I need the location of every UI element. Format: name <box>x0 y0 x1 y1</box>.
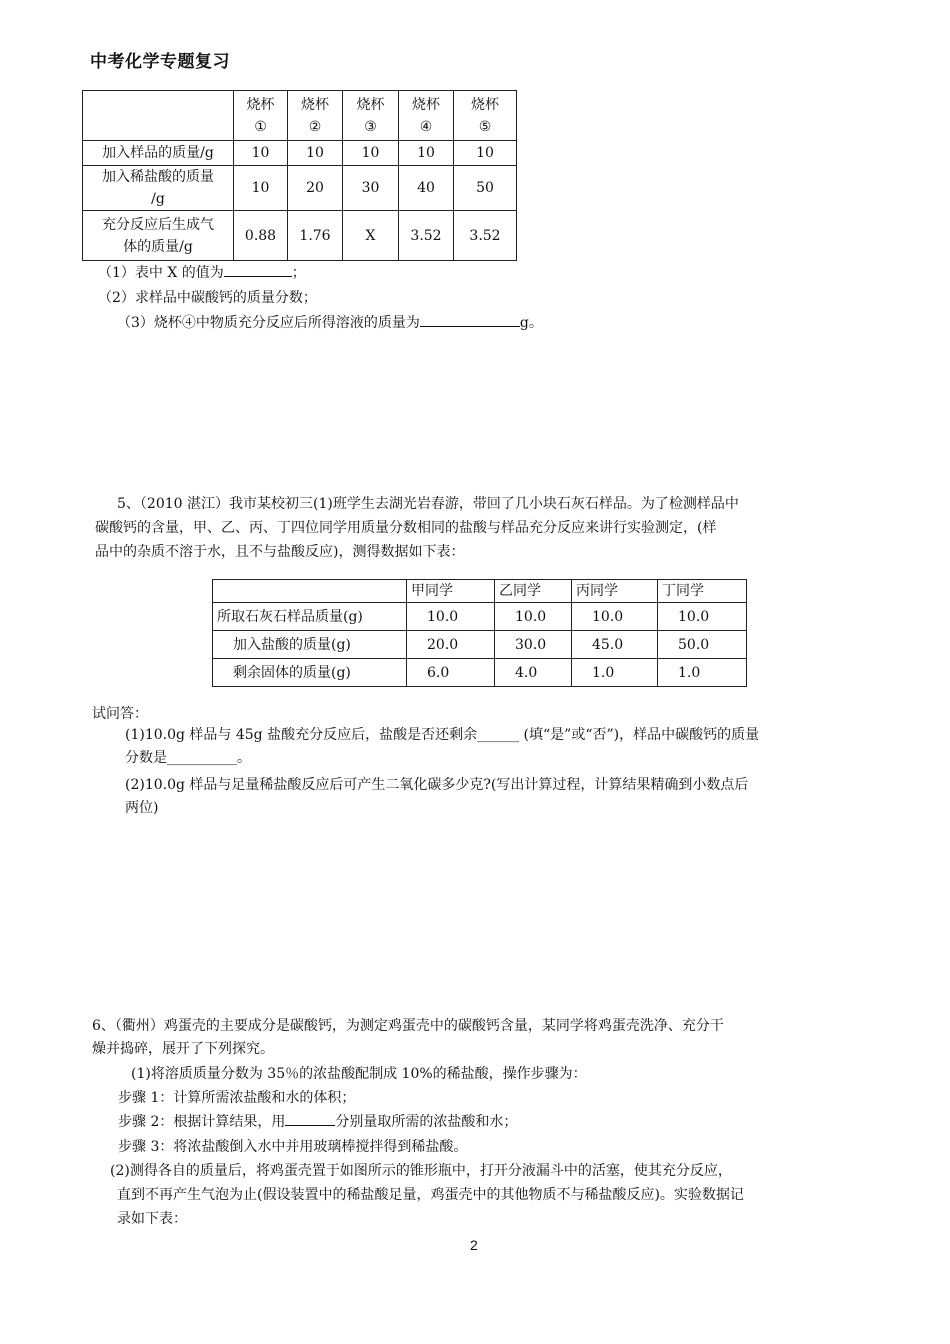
student-data-table <box>212 579 747 687</box>
table-cell: 20 <box>288 166 343 211</box>
q6-sub2: 直到不再产生气泡为止(假设装置中的稀盐酸足量，鸡蛋壳中的其他物质不与稀盐酸反应)。实验数据记 <box>117 1187 744 1203</box>
table-row <box>213 631 747 659</box>
q4-part3: （3）烧杯④中物质充分反应后所得溶液的质量为 g。 <box>117 312 543 332</box>
q6-sub2: (2)测得各自的质量后，将鸡蛋壳置于如图所示的锥形瓶中，打开分液漏斗中的活塞，使其充分反应， <box>110 1163 732 1179</box>
q5-sub1: 分数是__________。 <box>125 750 251 766</box>
beaker-data-table <box>82 90 517 261</box>
q5-line: 品中的杂质不溶于水，且不与盐酸反应)，测得数据如下表： <box>95 544 465 560</box>
table-cell: 1.0 <box>658 659 747 687</box>
row-label: 加入样品的质量/g <box>83 141 234 166</box>
page-number: 2 <box>470 1237 478 1253</box>
row-label: 充分反应后生成气 体的质量/g <box>83 211 234 261</box>
table-cell: 3.52 <box>454 211 517 261</box>
row-label: 加入稀盐酸的质量 /g <box>83 166 234 211</box>
table-cell: 30.0 <box>495 631 572 659</box>
table-row <box>213 603 747 631</box>
table-cell: 10 <box>234 141 288 166</box>
table-cell: 10 <box>399 141 454 166</box>
table-row <box>83 166 517 211</box>
table-header-cell: 烧杯 ⑤ <box>454 91 517 141</box>
table-header-row <box>83 91 517 141</box>
q6-step: 步骤 2：根据计算结果，用 分别量取所需的浓盐酸和水； <box>118 1111 517 1131</box>
table-cell: 0.88 <box>234 211 288 261</box>
table-cell: 10.0 <box>572 603 658 631</box>
table-header-cell: 烧杯 ② <box>288 91 343 141</box>
table-cell: 10 <box>234 166 288 211</box>
table-cell: X <box>343 211 399 261</box>
table-cell: 10 <box>288 141 343 166</box>
answer-blank <box>224 262 292 277</box>
table-row <box>213 659 747 687</box>
table-header-cell: 丙同学 <box>572 580 658 603</box>
q6-sub1: (1)将溶质质量分数为 35％的浓盐酸配制成 10%的稀盐酸，操作步骤为： <box>131 1066 587 1082</box>
table-cell: 10.0 <box>407 603 495 631</box>
table-header-cell: 丁同学 <box>658 580 747 603</box>
table-cell: 10 <box>454 141 517 166</box>
table-cell: 10.0 <box>658 603 747 631</box>
table-cell: 10.0 <box>495 603 572 631</box>
q4-part2: （2）求样品中碳酸钙的质量分数； <box>98 290 317 306</box>
table-cell: 6.0 <box>407 659 495 687</box>
table-header-cell: 烧杯 ① <box>234 91 288 141</box>
q5-line: 碳酸钙的含量，甲、乙、丙、丁四位同学用质量分数相同的盐酸与样品充分反应来讲行实验测定，(样 <box>95 520 717 536</box>
q5-sub2: (2)10.0g 样品与足量稀盐酸反应后可产生二氧化碳多少克?(写出计算过程，计算结果精确到小数点后 <box>125 777 749 793</box>
table-cell: 1.76 <box>288 211 343 261</box>
q5-sub2: 两位) <box>125 800 159 816</box>
row-label: 加入盐酸的质量(g) <box>213 631 407 659</box>
table-cell: 10 <box>343 141 399 166</box>
table-cell: 40 <box>399 166 454 211</box>
table-header-cell: 烧杯 ④ <box>399 91 454 141</box>
q6-line: 燥并捣碎，展开了下列探究。 <box>92 1041 274 1057</box>
table-corner-cell <box>213 580 407 603</box>
table-row <box>83 141 517 166</box>
table-cell: 45.0 <box>572 631 658 659</box>
table-header-cell: 烧杯 ③ <box>343 91 399 141</box>
table-cell: 4.0 <box>495 659 572 687</box>
q5-sub1: (1)10.0g 样品与 45g 盐酸充分反应后，盐酸是否还剩余______ (填“是”或“否”)，样品中碳酸钙的质量 <box>125 727 760 743</box>
q5-ask: 试问答： <box>92 706 148 722</box>
answer-blank <box>285 1111 335 1126</box>
table-header-row <box>213 580 747 603</box>
table-cell: 20.0 <box>407 631 495 659</box>
table-cell: 30 <box>343 166 399 211</box>
table-header-cell: 乙同学 <box>495 580 572 603</box>
q6-line: 6、（衢州）鸡蛋壳的主要成分是碳酸钙，为测定鸡蛋壳中的碳酸钙含量，某同学将鸡蛋壳洗净、充分干 <box>92 1018 724 1034</box>
q4-part1: （1）表中 X 的值为 ； <box>98 262 306 282</box>
table-row <box>83 211 517 261</box>
row-label: 剩余固体的质量(g) <box>213 659 407 687</box>
q6-step: 步骤 3：将浓盐酸倒入水中并用玻璃棒搅拌得到稀盐酸。 <box>118 1139 468 1155</box>
table-cell: 3.52 <box>399 211 454 261</box>
q6-sub2: 录如下表： <box>117 1211 187 1227</box>
q6-step: 步骤 1：计算所需浓盐酸和水的体积； <box>118 1090 356 1106</box>
answer-blank <box>420 312 520 327</box>
table-cell: 50 <box>454 166 517 211</box>
page-header-title: 中考化学专题复习 <box>90 52 230 72</box>
table-header-cell: 甲同学 <box>407 580 495 603</box>
q5-line: 5、（2010 湛江）我市某校初三(1)班学生去湖光岩春游，带回了几小块石灰石样品。为了检测样品中 <box>117 496 739 512</box>
table-cell: 50.0 <box>658 631 747 659</box>
table-cell: 1.0 <box>572 659 658 687</box>
table-corner-cell <box>83 91 234 141</box>
row-label: 所取石灰石样品质量(g) <box>213 603 407 631</box>
